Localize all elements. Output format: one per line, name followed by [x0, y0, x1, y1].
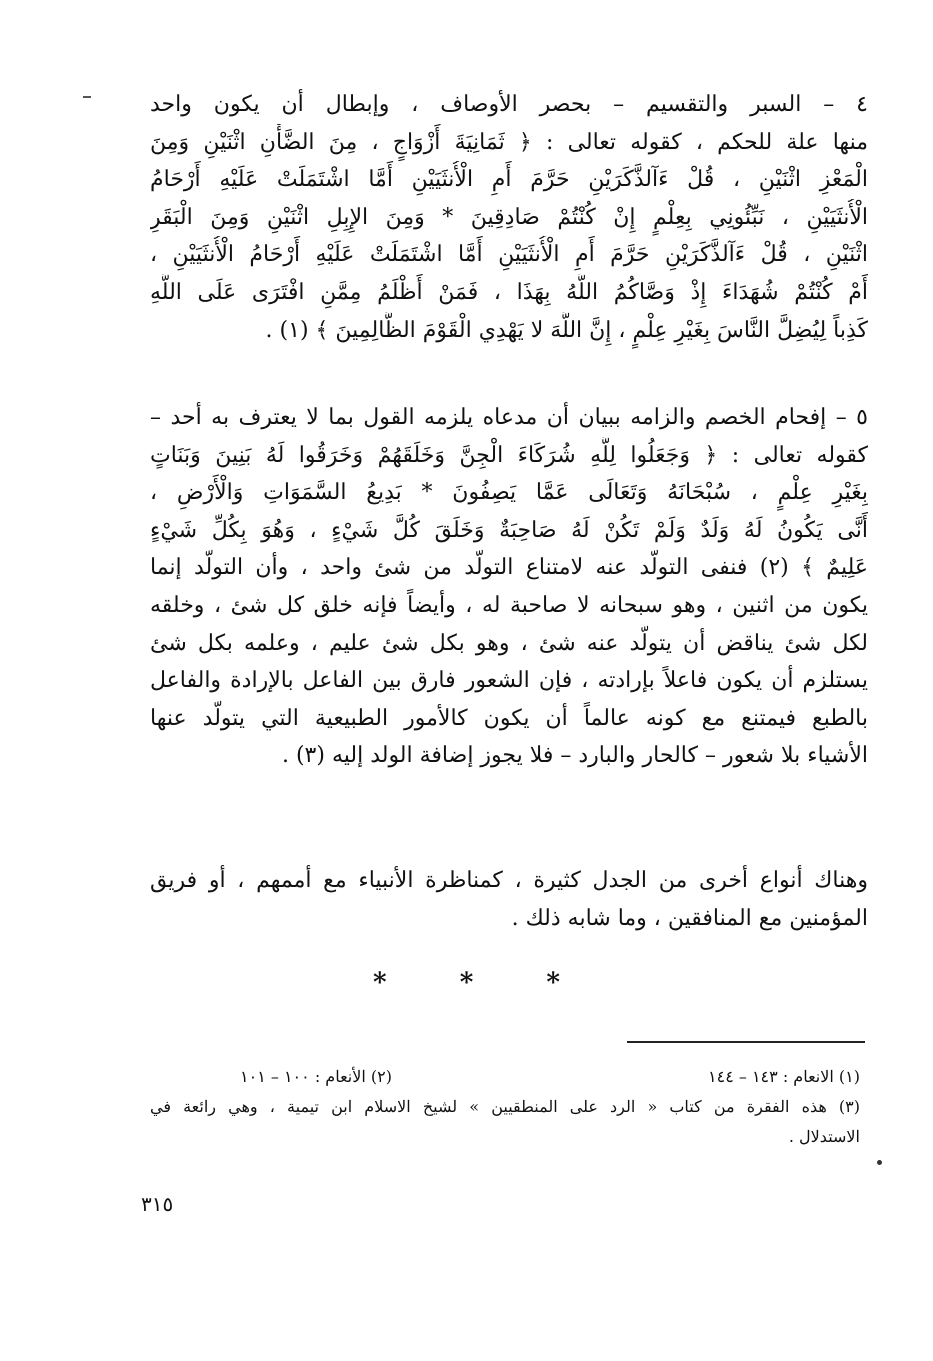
text-line: الْأُنثَيَيْنِ ، نَبِّئُونِي بِعِلْمٍ إِنْ كُنْتُمْ صَادِقِينَ * وَمِنَ الإِبِلِ اثْنَيْنِ وَمِنَ الْبَقَرِ — [150, 204, 868, 230]
paragraph-other-types — [150, 862, 868, 937]
text-line: ٤ – السبر والتقسيم – بحصر الأوصاف ، وإبطال أن يكون واحد — [150, 92, 868, 117]
text-line: بِغَيْرِ عِلْمٍ ، سُبْحَانَهُ وَتَعَالَى عَمَّا يَصِفُونَ * بَدِيعُ السَّمَوَاتِ وَالْأَرْضِ ، — [150, 480, 868, 506]
text-line: الْمَعْزِ اثْنَيْنِ ، قُلْ ءَآلذَّكَرَيْنِ حَرَّمَ أَمِ الْأُنثَيَيْنِ أَمَّا اشْتَمَلَتْ عَلَيْهِ أَرْحَامُ — [150, 167, 868, 193]
text-line: المؤمنين مع المنافقين ، وما شابه ذلك . — [511, 905, 868, 931]
text-line: وهناك أنواع أخرى من الجدل كثيرة ، كمناظرة الأنبياء مع أممهم ، أو فريق — [150, 868, 868, 893]
text-line: الأشياء بلا شعور – كالحار والبارد – فلا يجوز إضافة الولد إليه (٣) . — [281, 743, 868, 769]
margin-mark — [83, 96, 91, 98]
footnote-separator — [627, 1041, 865, 1043]
section-divider-stars — [0, 968, 933, 998]
text-line: كَذِباً لِيُضِلَّ النَّاسَ بِغَيْرِ عِلْمٍ ، إِنَّ اللَّهَ لا يَهْدِي الْقَوْمَ الظَّالِمِينَ ﴾ (١) . — [265, 317, 868, 343]
text-line: عَلِيمٌ ﴾ (٢) فنفى التولّد عنه لامتناع التولّد من شئ واحد ، وأن التولّد إنما — [150, 555, 868, 581]
footnote-3-line: (٣) هذه الفقرة من كتاب « الرد على المنطقيين » لشيخ الاسلام ابن تيمية ، وهي رائعة في — [150, 1097, 860, 1116]
text-line: لكل شئ يناقض أن يتولّد عنه شئ ، وهو بكل شئ عليم ، وعلمه بكل شئ — [150, 630, 868, 656]
margin-dot — [877, 1160, 882, 1165]
text-line: أَمْ كُنْتُمْ شُهَدَاءَ إِذْ وَصَّاكُمُ اللَّهُ بِهَذَا ، فَمَنْ أَظْلَمُ مِمَّنِ افْتَرَى عَلَى اللَّهِ — [150, 279, 868, 305]
text-line: يستلزم أن يكون فاعلاً بإرادته ، فإن الشعور فارق بين الفاعل بالإرادة والفاعل — [150, 668, 868, 694]
text-line: ٥ – إفحام الخصم والزامه ببيان أن مدعاه يلزمه القول بما لا يعترف به أحد – — [150, 405, 868, 430]
text-line: اثْنَيْنِ ، قُلْ ءَآلذَّكَرَيْنِ حَرَّمَ أَمِ الْأُنثَيَيْنِ أَمَّا اشْتَمَلَتْ عَلَيْهِ أَرْحَامُ الْأُنثَيَيْنِ ، — [150, 242, 868, 268]
page-number: ٣١٥ — [141, 1192, 174, 1216]
footnotes — [150, 1062, 860, 1152]
text-line: منها علة للحكم ، كقوله تعالى : ﴿ ثَمَانِيَةَ أَزْوَاجٍ ، مِنَ الضَّأْنِ اثْنَيْنِ وَمِنَ — [150, 129, 868, 155]
paragraph-4 — [150, 86, 868, 349]
star-glyph: * — [373, 968, 387, 998]
text-line: بالطبع فيمتنع مع كونه عالماً أن يكون كالأمور الطبيعية التي يتولّد عنها — [150, 705, 868, 731]
paragraph-5 — [150, 399, 868, 775]
star-glyph: * — [459, 968, 474, 998]
text-line: يكون من اثنين ، وهو سبحانه لا صاحبة له ، وأيضاً فإنه خلق كل شئ ، وخلقه — [150, 592, 868, 618]
text-line: أَنَّى يَكُونُ لَهُ وَلَدٌ وَلَمْ تَكُنْ لَهُ صَاحِبَةٌ وَخَلَقَ كُلَّ شَيْءٍ ، وَهُوَ بِكُلِّ شَيْءٍ — [150, 517, 868, 543]
star-glyph: * — [546, 968, 560, 998]
footnote-row — [150, 1062, 860, 1092]
footnote-3-line: الاستدلال . — [788, 1127, 860, 1146]
footnote-1: (١) الانعام : ١٤٣ – ١٤٤ — [708, 1067, 860, 1086]
text-line: كقوله تعالى : ﴿ وَجَعَلُوا لِلَّهِ شُرَكَاءَ الْجِنَّ وَخَلَقَهُمْ وَخَرَقُوا لَهُ بَنِينَ وَبَنَاتٍ — [150, 442, 868, 468]
footnote-2: (٢) الأنعام : ١٠٠ – ١٠١ — [240, 1067, 392, 1086]
